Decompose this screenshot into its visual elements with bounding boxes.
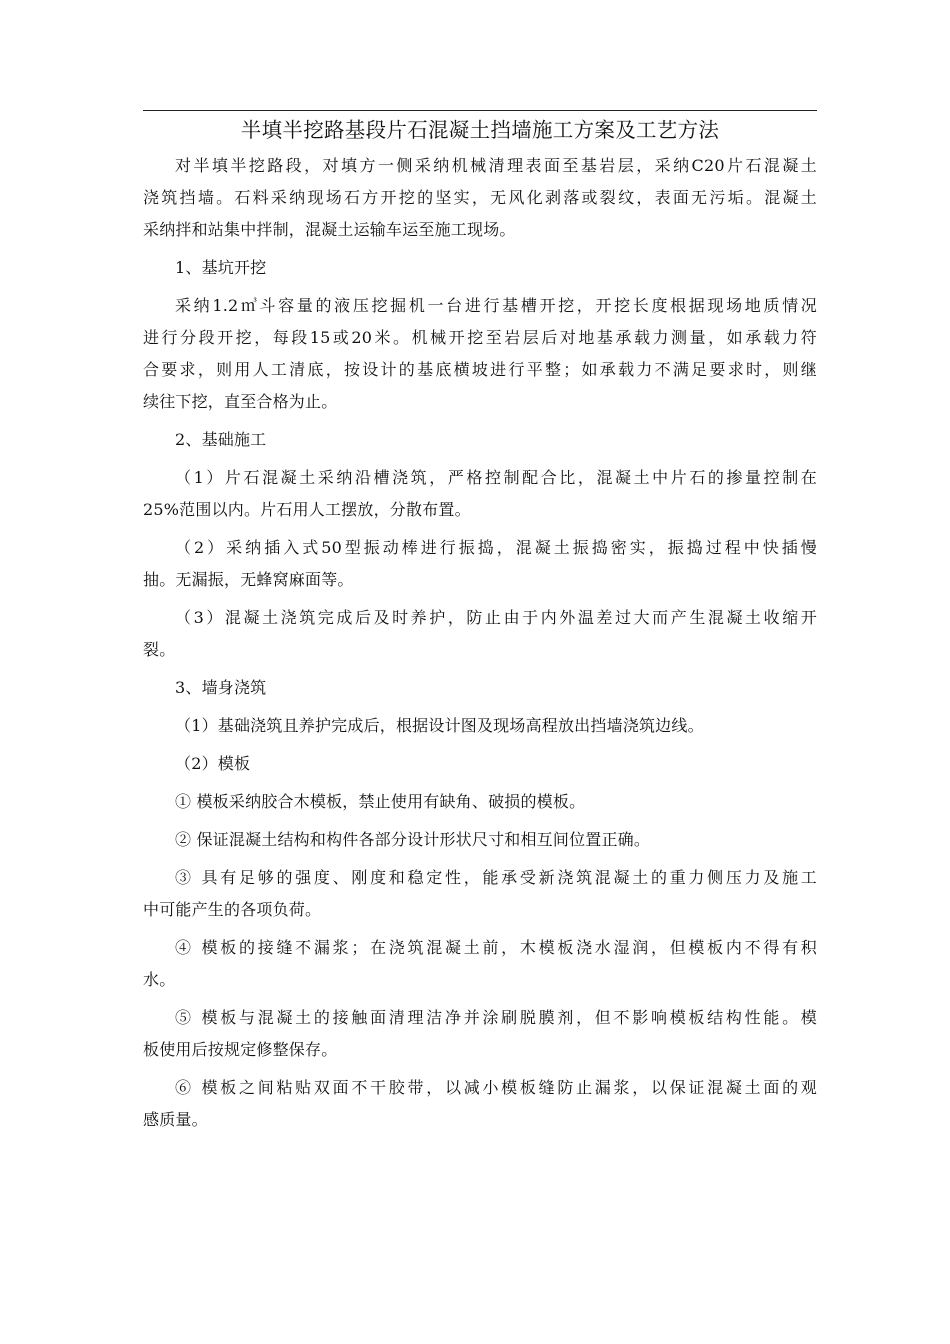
- section2-item-3: [143, 602, 817, 666]
- section-heading-3: 3、墙身浇筑: [175, 678, 267, 697]
- paragraph-line: （3）混凝土浇筑完成后及时养护，防止由于内外温差过大而产生混凝土收缩开: [175, 608, 817, 627]
- paragraph-line: ⑥ 模板之间粘贴双面不干胶带，以减小模板缝防止漏浆，以保证混凝土面的观: [175, 1078, 817, 1097]
- section2-item-1: [143, 462, 817, 526]
- paragraph-line: ③ 具有足够的强度、刚度和稳定性，能承受新浇筑混凝土的重力侧压力及施工: [175, 868, 817, 887]
- paragraph-line: 浇筑挡墙。石料采纳现场石方开挖的坚实，无风化剥落或裂纹，表面无污垢。混凝土: [143, 188, 817, 207]
- paragraph-line: 抽。无漏振，无蜂窝麻面等。: [143, 570, 354, 589]
- section-heading-2: 2、基础施工: [175, 430, 267, 449]
- section1-paragraph: [143, 290, 817, 418]
- paragraph-line: 采纳1.2㎥斗容量的液压挖掘机一台进行基槽开挖，开挖长度根据现场地质情况: [175, 296, 817, 315]
- paragraph-line: ⑤ 模板与混凝土的接触面清理洁净并涂刷脱膜剂，但不影响模板结构性能。模: [175, 1008, 817, 1027]
- section3-item-2: （2）模板: [175, 754, 251, 773]
- paragraph-line: （1）片石混凝土采纳沿槽浇筑，严格控制配合比，混凝土中片石的掺量控制在: [175, 468, 817, 487]
- document-body: [143, 150, 817, 1136]
- paragraph-line: 对半填半挖路段，对填方一侧采纳机械清理表面至基岩层，采纳C20片石混凝土: [175, 156, 817, 175]
- paragraph-line: 采纳拌和站集中拌制，混凝土运输车运至施工现场。: [143, 220, 516, 239]
- document-title: 半填半挖路基段片石混凝土挡墙施工方案及工艺方法: [240, 118, 720, 142]
- section3-sub-6: [143, 1072, 817, 1136]
- paragraph-line: （2）采纳插入式50型振动棒进行振捣，混凝土振捣密实，振捣过程中快插慢: [175, 538, 817, 557]
- section3-item-1: （1）基础浇筑且养护完成后，根据设计图及现场高程放出挡墙浇筑边线。: [175, 716, 704, 735]
- paragraph-line: 感质量。: [143, 1110, 208, 1129]
- paragraph-line: 裂。: [143, 640, 176, 659]
- intro-paragraph: [143, 150, 817, 246]
- section3-sub-3: [143, 862, 817, 926]
- paragraph-line: 板使用后按规定修整保存。: [143, 1040, 338, 1059]
- section2-item-2: [143, 532, 817, 596]
- paragraph-line: 进行分段开挖，每段15或20米。机械开挖至岩层后对地基承载力测量，如承载力符: [143, 328, 817, 347]
- paragraph-line: 中可能产生的各项负荷。: [143, 900, 322, 919]
- paragraph-line: 续往下挖，直至合格为止。: [143, 392, 338, 411]
- paragraph-line: ④ 模板的接缝不漏浆；在浇筑混凝土前，木模板浇水湿润，但模板内不得有积: [175, 938, 817, 957]
- paragraph-line: 25%范围以内。片石用人工摆放，分散布置。: [143, 500, 471, 519]
- section3-sub-5: [143, 1002, 817, 1066]
- section-heading-1: 1、基坑开挖: [175, 258, 267, 277]
- section3-sub-2: ② 保证混凝土结构和构件各部分设计形状尺寸和相互间位置正确。: [175, 830, 651, 849]
- paragraph-line: 合要求，则用人工清底，按设计的基底横坡进行平整；如承载力不满足要求时，则继: [143, 360, 817, 379]
- section3-sub-1: ① 模板采纳胶合木模板，禁止使用有缺角、破损的模板。: [175, 792, 586, 811]
- paragraph-line: 水。: [143, 970, 176, 989]
- header-rule: [143, 110, 817, 111]
- section3-sub-4: [143, 932, 817, 996]
